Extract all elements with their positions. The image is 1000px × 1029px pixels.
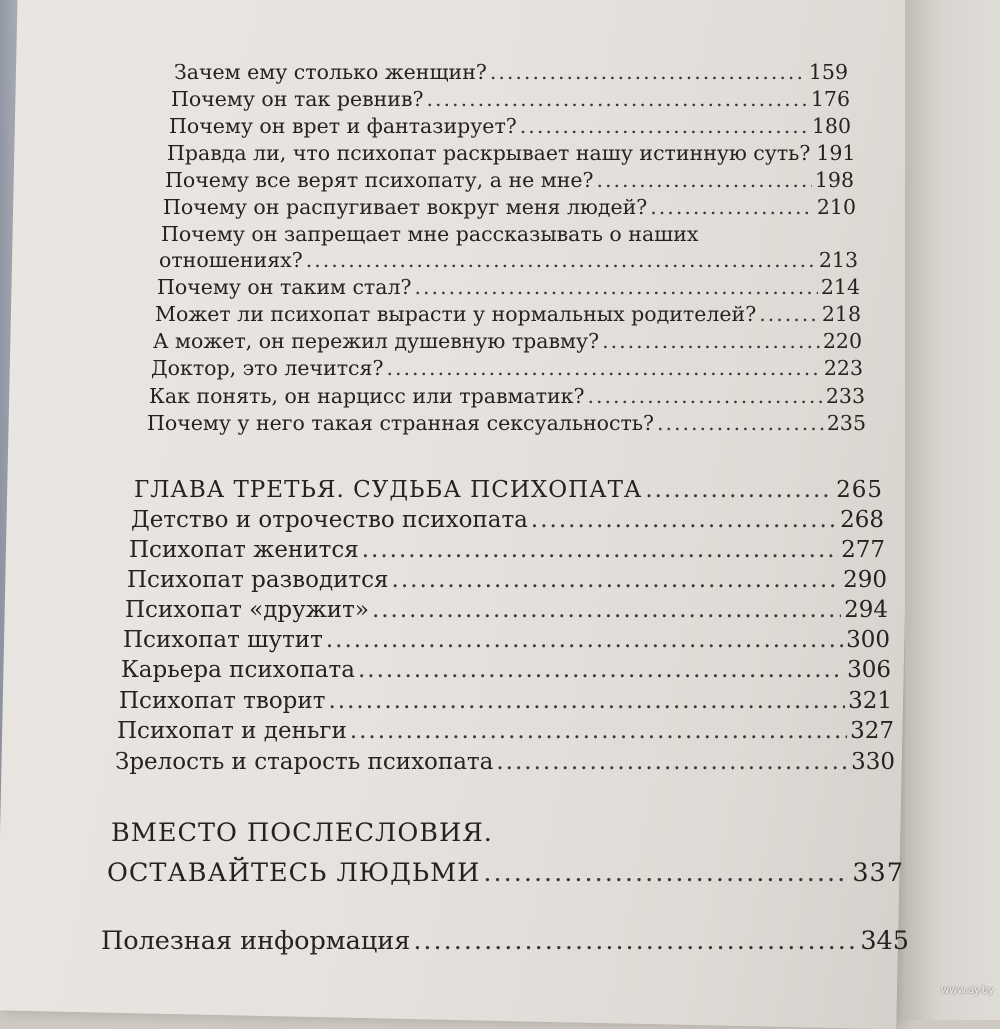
toc-entry: Почему он таким стал? ..... 214 (157, 275, 860, 302)
toc-entry: отношениях? ..... 213 (159, 248, 858, 275)
toc-entry: Может ли психопат вырасти у нормальных родителей? ..... 218 (155, 302, 861, 329)
watermark: www.ay.by (941, 985, 994, 996)
toc-entry: Как понять, он нарцисс или травматик? ..... 233 (149, 384, 865, 411)
toc-entry: Детство и отрочество психопата ..... 268 (131, 507, 884, 537)
afterword-heading-line1: ВМЕСТО ПОСЛЕСЛОВИЯ. (111, 818, 493, 848)
toc-entry: Карьера психопата ..... 306 (121, 657, 891, 687)
toc-entry: А может, он пережил душевную травму? ..... 220 (153, 329, 862, 356)
toc-entry: Психопат разводится ..... 290 (127, 567, 887, 597)
toc-entry: Психопат творит ..... 321 (119, 688, 892, 718)
toc-entry: Почему у него такая странная сексуальность? ..... 235 (147, 411, 866, 438)
toc-entry: Почему он врет и фантазирует? ..... 180 (169, 114, 851, 141)
toc-entry: Психопат шутит ..... 300 (123, 627, 890, 657)
toc-entry: Почему он распугивает вокруг меня людей? ..... 210 (163, 195, 856, 222)
toc-entry-line1: Почему он запрещает мне рассказывать о наших (161, 222, 699, 246)
useful-info-entry: Полезная информация ..... 345 (101, 926, 909, 960)
toc-entry: Психопат и деньги ..... 327 (117, 718, 894, 748)
toc-entry: Зрелость и старость психопата ..... 330 (115, 749, 895, 779)
chapter-heading: ГЛАВА ТРЕТЬЯ. СУДЬБА ПСИХОПАТА ..... 265 (134, 477, 883, 507)
toc-entry: Почему он так ревнив? ..... 176 (171, 87, 850, 114)
toc-entry: Доктор, это лечится? ..... 223 (151, 356, 863, 383)
afterword-heading: ОСТАВАЙТЕСЬ ЛЮДЬМИ ..... 337 (107, 858, 904, 892)
toc-entry: Правда ли, что психопат раскрывает нашу истинную суть? 191 (167, 141, 856, 165)
toc-entry: Почему все верят психопату, а не мне? ..... 198 (165, 168, 854, 195)
toc-entry: Психопат «дружит» ..... 294 (125, 597, 888, 627)
toc-entry: Зачем ему столько женщин? ..... 159 (174, 60, 848, 87)
toc-entry: Психопат женится ..... 277 (129, 537, 885, 567)
